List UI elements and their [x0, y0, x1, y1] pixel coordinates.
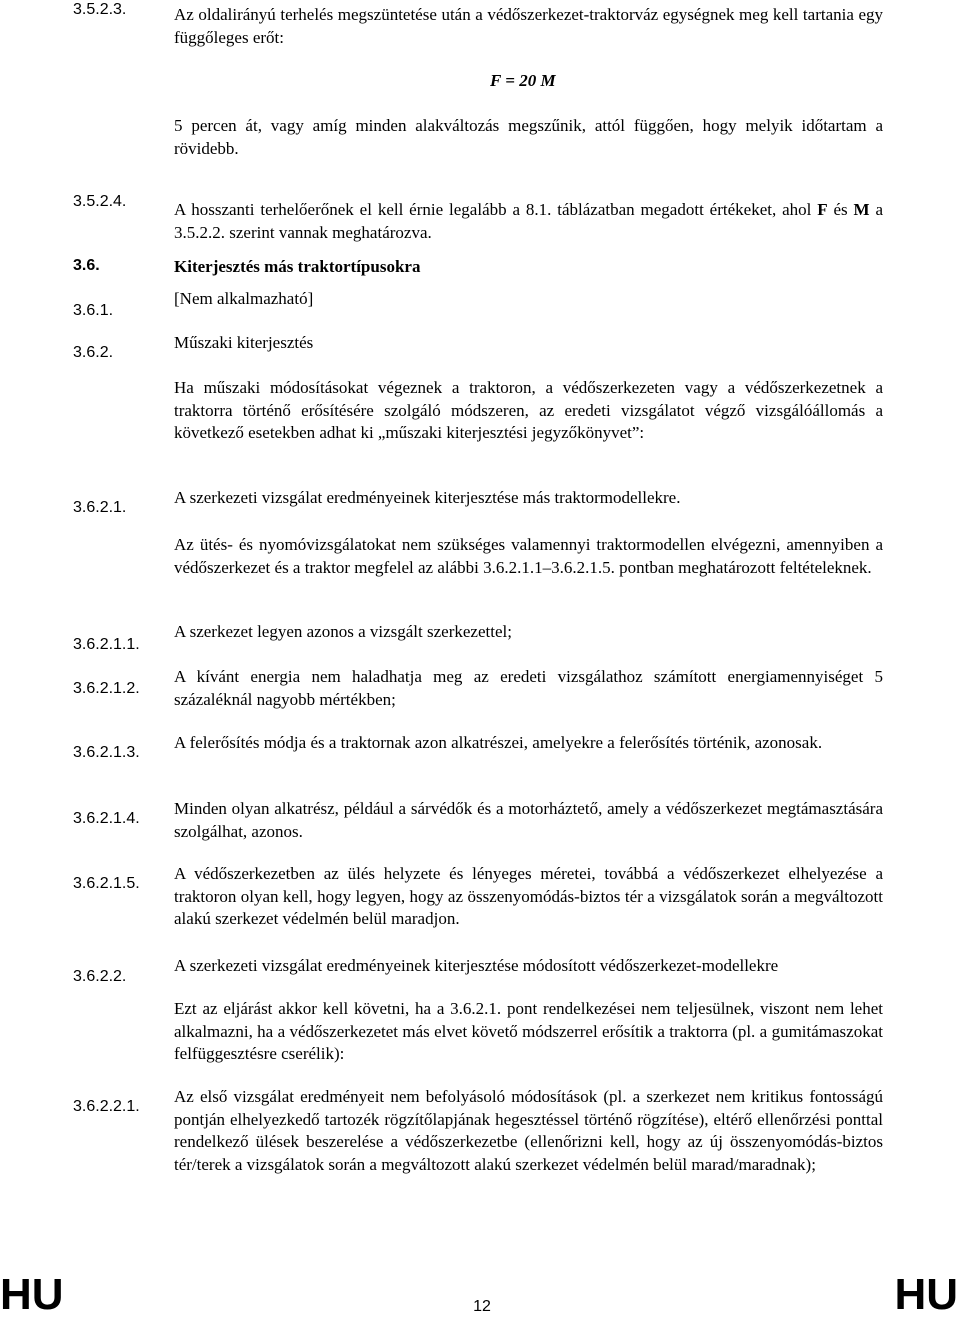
section-number: 3.6.2.1.1. — [73, 636, 140, 653]
section-number: 3.6.2.1. — [73, 499, 127, 516]
paragraph: A szerkezeti vizsgálat eredményeinek kiterjesztése módosított védőszerkezet-modellekre — [174, 956, 779, 975]
section-number: 3.6.2. — [73, 344, 114, 361]
formula: F = 20 M — [490, 71, 556, 90]
paragraph: 5 percen át, vagy amíg minden alakváltozás megszűnik, attól függően, hogy melyik időtartam a rövidebb. — [174, 116, 883, 158]
paragraph: Az ütés- és nyomóvizsgálatokat nem szükséges valamennyi traktormodellen elvégezni, amennyiben a védőszerkezet és a traktor megfelel az alábbi 3.6.2.1.1–3.6.2.1.5. pontban meghatározott feltételeknek. — [174, 535, 883, 577]
section-number: 3.6.2.1.5. — [73, 875, 140, 892]
paragraph: Az első vizsgálat eredményeit nem befolyásoló módosítások (pl. a szerkezet nem kritikus fontosságú pontján elhelyezkedő tartozék rögzítőlapjának hegesztéssel történő rögzítése), eltérő ellenőrzési ponttal rendelkező ülések beszerelése a védőszerkezetbe (ellenőrizni kell, hogy az új összenyomódás-biztos tér/terek a vizsgálatok során a megváltozott alakú szerkezet védelmén belül marad/maradnak); — [174, 1087, 883, 1174]
symbol-f: F — [817, 200, 828, 219]
symbol-m: M — [853, 200, 870, 219]
section-number: 3.5.2.4. — [73, 193, 127, 210]
footer-language-mark-left: HU — [0, 1270, 64, 1319]
section-heading: Kiterjesztés más traktortípusokra — [174, 257, 421, 276]
section-number: 3.6.2.2.1. — [73, 1098, 140, 1115]
text-run: a 3.5.2.2. szerint vannak meghatározva. — [174, 200, 883, 242]
paragraph: A szerkezeti vizsgálat eredményeinek kiterjesztése más traktormodellekre. — [174, 488, 681, 507]
section-number: 3.6.1. — [73, 302, 114, 319]
paragraph: [Nem alkalmazható] — [174, 289, 314, 308]
text-run: és — [827, 200, 854, 219]
paragraph: A felerősítés módja és a traktornak azon alkatrészei, amelyekre a felerősítés történik, azonosak. — [174, 733, 823, 752]
paragraph: Az oldalirányú terhelés megszüntetése után a védőszerkezet-traktorváz egységnek meg kell tartania egy függőleges erőt: — [174, 5, 883, 47]
section-number: 3.6.2.2. — [73, 968, 127, 985]
section-number: 3.6. — [73, 257, 100, 274]
section-number: 3.6.2.1.4. — [73, 810, 140, 827]
page-number: 12 — [473, 1298, 491, 1315]
paragraph: A szerkezet legyen azonos a vizsgált szerkezettel; — [174, 622, 512, 641]
text-run: A hosszanti terhelőerőnek el kell érnie legalább a 8.1. táblázatban megadott értékeket, ahol — [174, 200, 818, 219]
section-number: 3.6.2.1.3. — [73, 744, 140, 761]
paragraph: Minden olyan alkatrész, például a sárvédők és a motorháztető, amely a védőszerkezet megtámasztására szolgálhat, azonos. — [174, 799, 883, 841]
paragraph — [174, 199, 883, 244]
paragraph: Ha műszaki módosításokat végeznek a traktoron, a védőszerkezeten vagy a védőszerkezetnek a traktorra történő erősítésére szolgáló módszeren, az eredeti vizsgálatot végző vizsgálóállomás a következő esetekben adhat ki „műszaki kiterjesztési jegyzőkönyvet”: — [174, 378, 883, 442]
paragraph: Ezt az eljárást akkor kell követni, ha a 3.6.2.1. pont rendelkezései nem teljesülnek, viszont nem lehet alkalmazni, ha a védőszerkezetet más elvet követő módszerrel erősítik a traktorra (pl. a gumitámaszokat felfüggesztésre cserélik): — [174, 999, 883, 1063]
section-number: 3.5.2.3. — [73, 1, 127, 18]
footer-language-mark-right: HU — [894, 1270, 958, 1319]
section-number: 3.6.2.1.2. — [73, 680, 140, 697]
paragraph: A védőszerkezetben az ülés helyzete és lényeges méretei, továbbá a védőszerkezet elhelyezése a traktoron olyan kell, hogy legyen, hogy az összenyomódás-biztos tér a vizsgálatok során a megváltozott alakú szerkezet védelmén belül maradjon. — [174, 864, 883, 928]
paragraph: Műszaki kiterjesztés — [174, 333, 314, 352]
paragraph: A kívánt energia nem haladhatja meg az eredeti vizsgálathoz számított energiamennyiséget 5 százaléknál nagyobb mértékben; — [174, 667, 883, 709]
